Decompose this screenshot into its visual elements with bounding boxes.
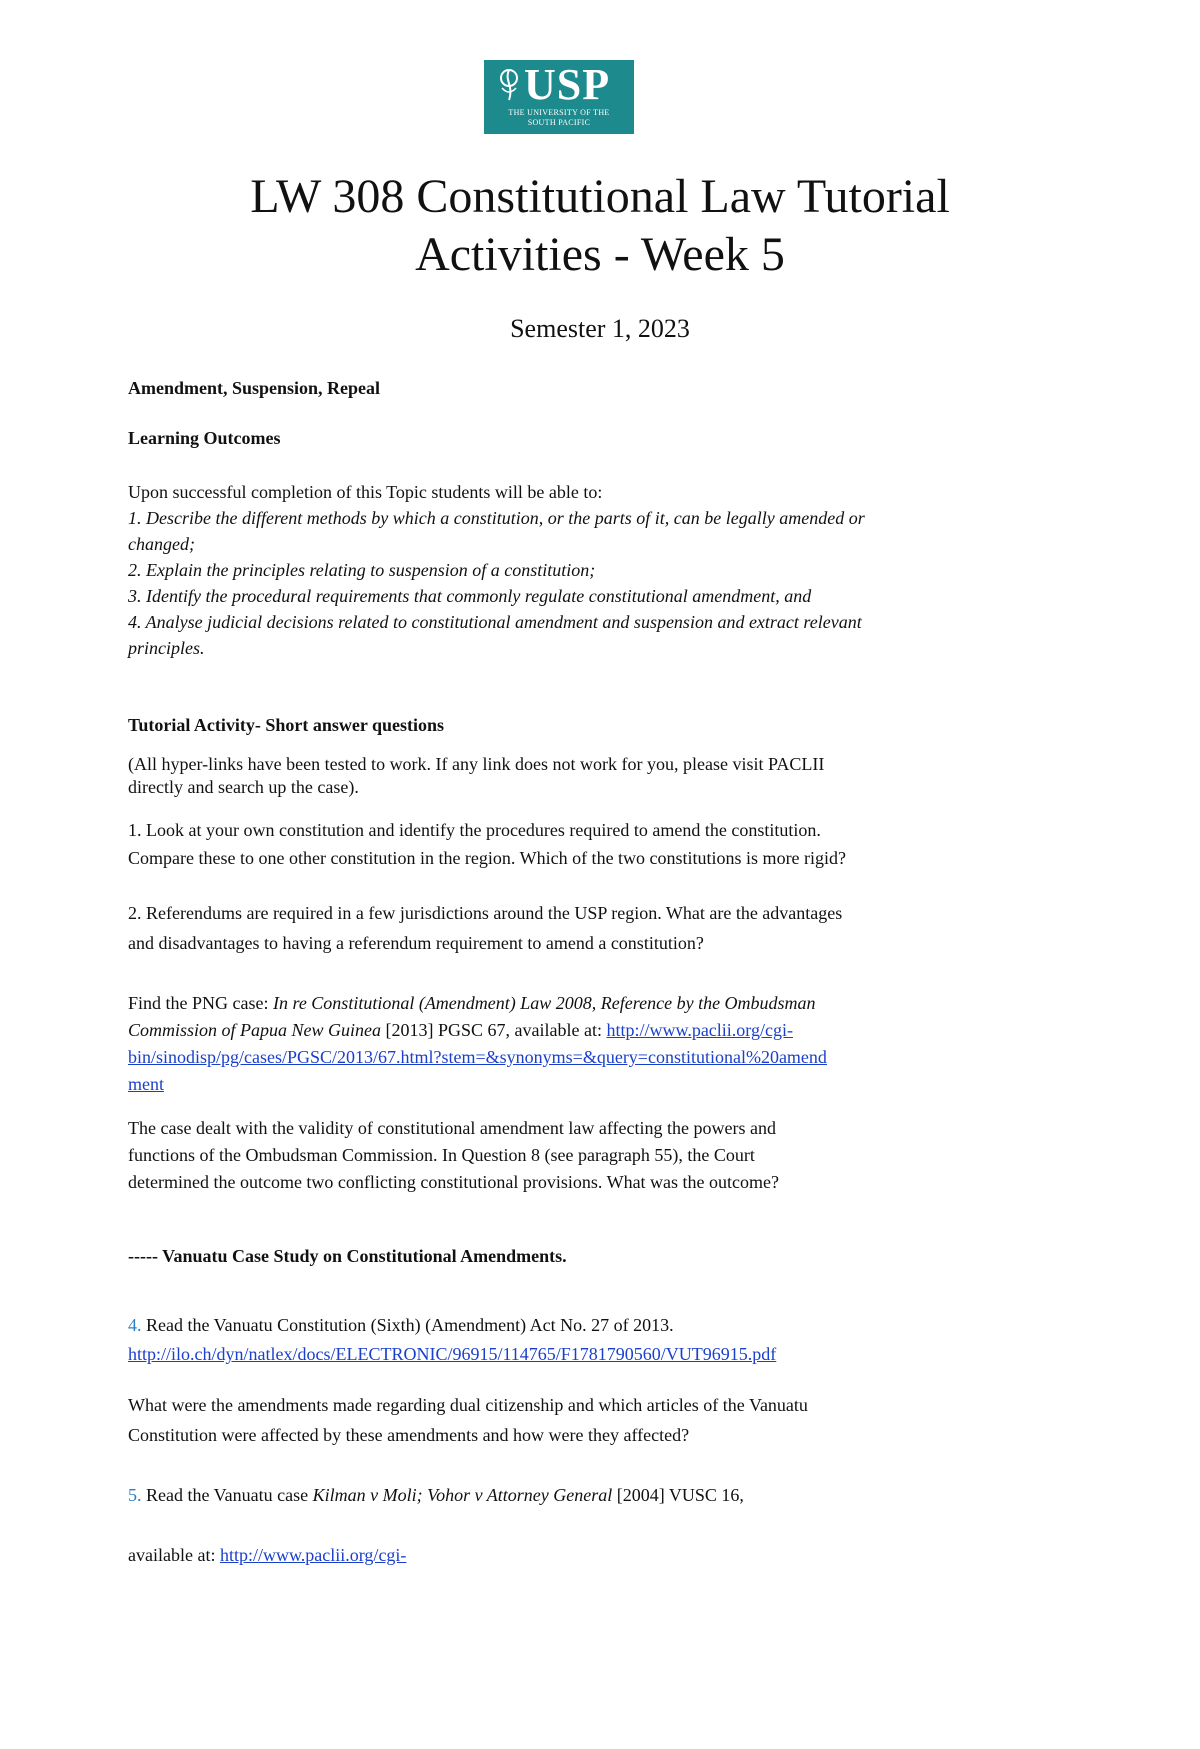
tutorial-heading: Tutorial Activity- Short answer questions — [128, 715, 445, 735]
question-2-line: 2. Referendums are required in a few jurisdictions around the USP region. What are the advantages — [128, 903, 843, 923]
question-4-number: 4. — [128, 1315, 142, 1335]
case-description-line: determined the outcome two conflicting constitutional provisions. What was the outcome? — [128, 1172, 780, 1192]
question-4-follow-line: Constitution were affected by these amendments and how were they affected? — [128, 1425, 690, 1445]
title-line-1: LW 308 Constitutional Law Tutorial — [250, 170, 950, 223]
usp-logo — [484, 60, 634, 134]
question-5-link[interactable]: http://www.paclii.org/cgi- — [219, 1545, 407, 1565]
question-5-citation: [2004] VUSC 16, — [612, 1485, 744, 1505]
png-case-link[interactable]: ment — [128, 1074, 164, 1094]
outcome-line: 3. Identify the procedural requirements that commonly regulate constitutional amendment, and — [128, 586, 812, 606]
question-5-case: Kilman v Moli; Vohor v Attorney General — [312, 1485, 613, 1505]
logo-subtitle-line1: THE UNIVERSITY OF THE — [508, 108, 610, 117]
topic-heading: Amendment, Suspension, Repeal — [128, 378, 381, 398]
usp-emblem-icon — [494, 66, 524, 106]
note-line: (All hyper-links have been tested to work. If any link does not work for you, please visit PACLII — [128, 754, 825, 774]
png-case-link[interactable]: http://www.paclii.org/cgi- — [606, 1020, 793, 1040]
vanuatu-heading-dashes: ----- — [128, 1246, 163, 1266]
question-5 — [128, 1482, 1048, 1508]
question-4-line-1 — [128, 1311, 1048, 1340]
png-case-paragraph — [128, 990, 1048, 1098]
note-line: directly and search up the case). — [128, 777, 359, 797]
outcome-line: changed; — [128, 534, 195, 554]
png-case-prefix: Find the PNG case: — [128, 993, 273, 1013]
logo-subtitle — [484, 108, 634, 128]
outcome-line: 1. Describe the different methods by which a constitution, or the parts of it, can be legally amended or — [128, 508, 865, 528]
question-2 — [128, 898, 1048, 958]
vanuatu-heading — [128, 1243, 1048, 1269]
question-5-number: 5. — [128, 1485, 142, 1505]
question-4-line-2 — [128, 1340, 1048, 1369]
outcome-line: principles. — [128, 638, 205, 658]
case-description — [128, 1115, 1048, 1196]
question-4-link[interactable]: http://ilo.ch/dyn/natlex/docs/ELECTRONIC/96915/114765/F1781790560/VUT96915.pdf — [128, 1344, 777, 1364]
case-description-line: functions of the Ombudsman Commission. In Question 8 (see paragraph 55), the Court — [128, 1145, 755, 1165]
hyperlink-note — [128, 753, 1048, 799]
semester-label: Semester 1, 2023 — [510, 314, 690, 343]
question-4-text: Read the Vanuatu Constitution (Sixth) (Amendment) Act No. 27 of 2013. — [141, 1315, 674, 1335]
logo-wordmark: USP — [524, 60, 611, 109]
logo-subtitle-line2: SOUTH PACIFIC — [527, 118, 591, 127]
png-case-name-cont: Commission of Papua New Guinea — [128, 1020, 382, 1040]
question-2-line: and disadvantages to having a referendum requirement to amend a constitution? — [128, 933, 704, 953]
learning-outcomes-intro: Upon successful completion of this Topic students will be able to: — [128, 482, 603, 502]
png-case-line-3 — [128, 1044, 1048, 1071]
outcome-line: 4. Analyse judicial decisions related to constitutional amendment and suspension and extract relevant — [128, 612, 862, 632]
outcome-line: 2. Explain the principles relating to suspension of a constitution; — [128, 560, 596, 580]
png-case-link[interactable]: bin/sinodisp/pg/cases/PGSC/2013/67.html?stem=&synonyms=&query=constitutional%20amend — [128, 1047, 827, 1067]
png-case-line-1 — [128, 990, 1048, 1017]
question-1-line: Compare these to one other constitution in the region. Which of the two constitutions is more rigid? — [128, 848, 847, 868]
question-1 — [128, 816, 1048, 872]
page-title — [100, 168, 1100, 284]
vanuatu-heading-text: Vanuatu Case Study on Constitutional Amendments. — [162, 1246, 567, 1266]
png-case-citation: [2013] PGSC 67, available at: — [381, 1020, 607, 1040]
case-description-line: The case dealt with the validity of constitutional amendment law affecting the powers and — [128, 1118, 776, 1138]
learning-outcomes-list — [128, 505, 1048, 661]
question-4-follow-line: What were the amendments made regarding dual citizenship and which articles of the Vanuatu — [128, 1395, 808, 1415]
png-case-line-2 — [128, 1017, 1048, 1044]
question-5-available-label: available at: — [128, 1545, 220, 1565]
png-case-name: In re Constitutional (Amendment) Law 2008, Reference by the Ombudsman — [272, 993, 816, 1013]
title-line-2: Activities - Week 5 — [415, 228, 785, 281]
question-4-follow-up — [128, 1390, 1048, 1450]
question-4 — [128, 1311, 1048, 1369]
question-5-availability — [128, 1542, 1048, 1568]
question-1-line: 1. Look at your own constitution and identify the procedures required to amend the constitution. — [128, 820, 821, 840]
learning-outcomes-heading: Learning Outcomes — [128, 428, 281, 448]
question-5-prefix: Read the Vanuatu case — [141, 1485, 313, 1505]
png-case-line-4 — [128, 1071, 1048, 1098]
